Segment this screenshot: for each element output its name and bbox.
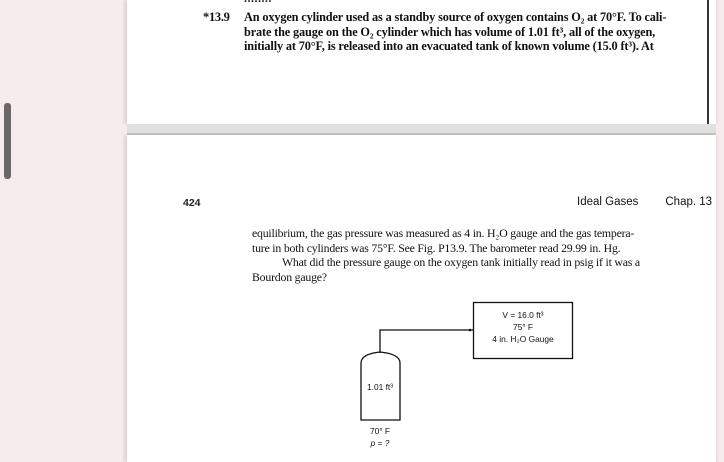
text-line: initially at 70°F, is released into an evacuated tank of known volume (15.0 ft³). At	[244, 39, 654, 54]
cutoff-text	[244, 0, 272, 6]
text-line: brate the gauge on the O₂ cylinder which has volume of 1.01 ft³, all of the oxygen,	[244, 24, 656, 39]
problem-text	[244, 10, 677, 54]
page-number: 424	[183, 197, 201, 209]
page-1	[127, 0, 716, 124]
small-cylinder-temperature: 70° F	[369, 426, 391, 436]
small-cylinder-volume: 1.01 ft³	[366, 382, 394, 392]
large-tank-temperature: 75° F	[512, 322, 534, 332]
chapter-label: Chap. 13	[665, 196, 713, 208]
text-line: equilibrium, the gas pressure was measured as 4 in. H₂O gauge and the gas tempera-	[252, 226, 635, 240]
large-tank-pressure: 4 in. H₂O Gauge	[492, 334, 554, 344]
section-title: Ideal Gases	[577, 196, 639, 208]
page-separator	[127, 124, 716, 135]
figure-p13-9	[127, 135, 716, 462]
page-2	[127, 135, 716, 462]
text-line: What did the pressure gauge on the oxygen tank initially read in psig if it was a	[282, 255, 640, 269]
text-line: Bourdon gauge?	[252, 269, 327, 284]
page-border-line	[707, 0, 709, 124]
text-line: ture in both cylinders was 75°F. See Fig. P13.9. The barometer read 29.99 in. Hg.	[252, 240, 621, 255]
text-line: An oxygen cylinder used as a standby source of oxygen contains O₂ at 70°F. To cali-	[244, 10, 667, 24]
scroll-handle[interactable]	[4, 103, 11, 179]
large-tank-volume: V = 16.0 ft³	[502, 310, 544, 320]
small-cylinder-pressure: p = ?	[370, 438, 390, 448]
problem-number: *13.9	[203, 10, 230, 24]
connecting-pipe	[380, 330, 473, 353]
valve-dot	[469, 329, 472, 332]
